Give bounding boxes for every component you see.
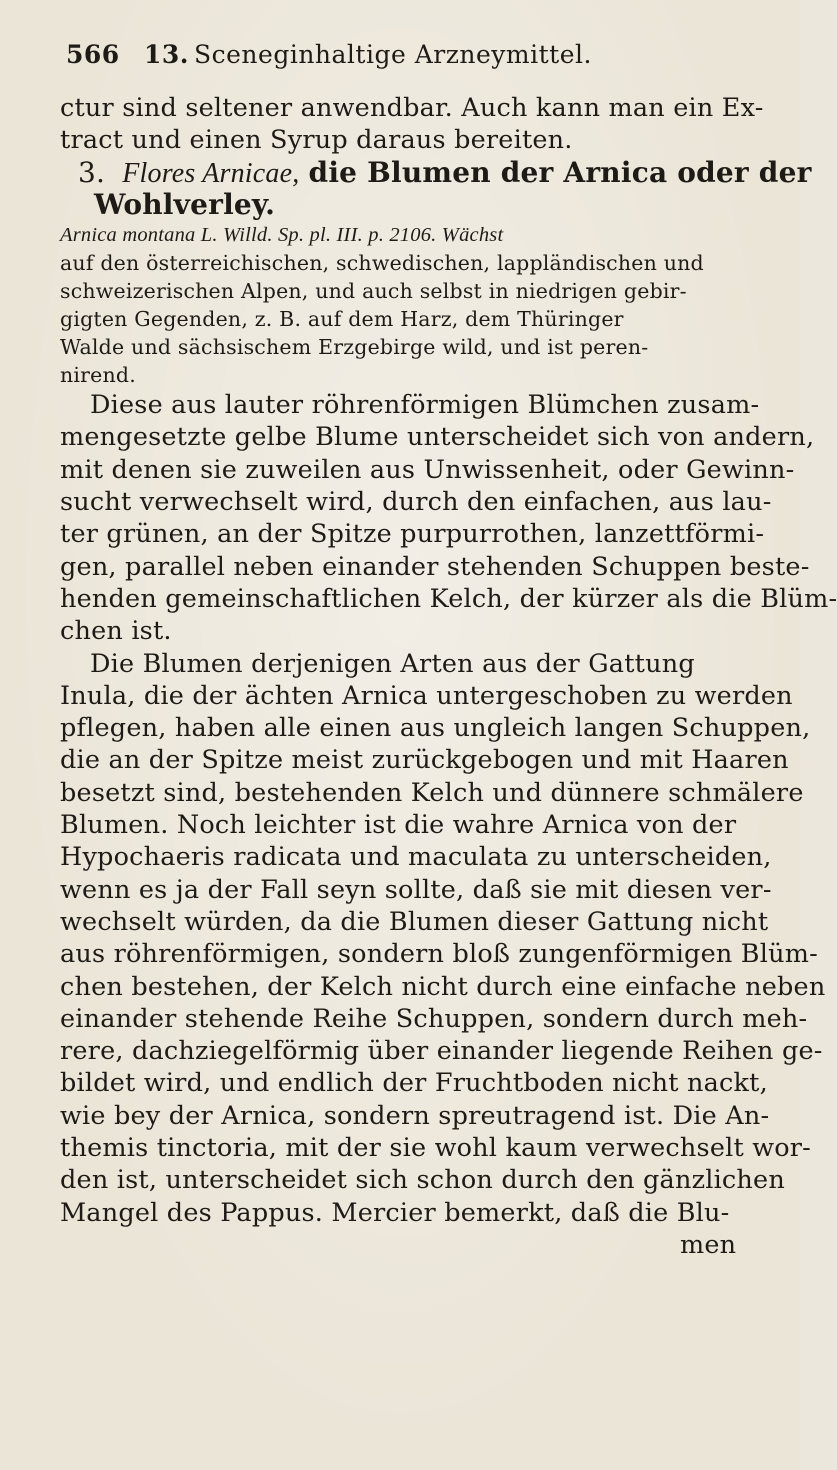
text-line: mengesetzte gelbe Blume unterscheidet sich von andern, <box>60 422 815 453</box>
running-head <box>66 40 730 80</box>
habitat-line: auf den österreichischen, schwedischen, lappländischen und <box>60 251 704 276</box>
text-line: gen, parallel neben einander stehenden Schuppen beste- <box>60 551 810 582</box>
text-line: ter grünen, an der Spitze purpurrothen, lanzettförmi- <box>60 519 765 550</box>
text-line: Blumen. Noch leichter ist die wahre Arnica von der <box>60 810 737 841</box>
text-line: wenn es ja der Fall seyn sollte, daß sie mit diesen ver- <box>60 874 772 905</box>
item-heading <box>60 155 812 189</box>
text-line: ctur sind seltener anwendbar. Auch kann man ein Ex- <box>60 93 764 123</box>
habitat-line: Walde und sächsischem Erzgebirge wild, und ist peren- <box>60 335 649 360</box>
chapter-number: 13. <box>144 40 189 69</box>
text-line: themis tinctoria, mit der sie wohl kaum verwechselt wor- <box>60 1133 811 1164</box>
page-number: 566 <box>66 40 120 69</box>
text-line: Mangel des Pappus. Mercier bemerkt, daß die Blu- <box>60 1197 730 1228</box>
text-line: Diese aus lauter röhrenförmigen Blümchen zusam- <box>90 390 760 421</box>
text-line: einander stehende Reihe Schuppen, sondern durch meh- <box>60 1003 808 1034</box>
text-line: Hypochaeris radicata und maculata zu unterscheiden, <box>60 842 772 873</box>
item-heading-continued: Wohlverley. <box>94 187 276 221</box>
text-line: bildet wird, und endlich der Fruchtboden nicht nackt, <box>60 1068 768 1099</box>
text-line: tract und einen Syrup daraus bereiten. <box>60 125 573 156</box>
text-line: rere, dachziegelförmig über einander liegende Reihen ge- <box>60 1036 823 1067</box>
latin-name: Flores Arnicae, <box>122 157 300 189</box>
text-line: men <box>680 1229 737 1260</box>
habitat-line: nirend. <box>60 363 136 388</box>
text-line: pflegen, haben alle einen aus ungleich langen Schuppen, <box>60 713 811 744</box>
text-line: besetzt sind, bestehenden Kelch und dünnere schmälere <box>60 777 804 808</box>
text-line: sucht verwechselt wird, durch den einfachen, aus lau- <box>60 487 772 518</box>
habitat-line: gigten Gegenden, z. B. auf dem Harz, dem Thüringer <box>60 307 624 332</box>
heading-rest: die Blumen der Arnica oder der <box>308 155 812 189</box>
text-line: wechselt würden, da die Blumen dieser Gattung nicht <box>60 906 769 937</box>
text-line: chen ist. <box>60 616 172 647</box>
botanical-reference: Arnica montana L. Willd. Sp. pl. III. p. 2106. Wächst <box>60 224 504 247</box>
item-number: 3. <box>78 155 106 189</box>
text-line: chen bestehen, der Kelch nicht durch eine einfache neben <box>60 971 826 1002</box>
habitat-line: schweizerischen Alpen, und auch selbst in niedrigen gebir- <box>60 279 687 304</box>
text-line: henden gemeinschaftlichen Kelch, der kürzer als die Blüm- <box>60 583 837 614</box>
text-line: mit denen sie zuweilen aus Unwissenheit, oder Gewinn- <box>60 454 795 485</box>
body-text <box>60 92 837 1261</box>
text-line: die an der Spitze meist zurückgebogen und mit Haaren <box>60 745 789 776</box>
text-line: Inula, die der ächten Arnica untergeschoben zu werden <box>60 680 793 711</box>
text-line: Die Blumen derjenigen Arten aus der Gattung <box>90 648 695 679</box>
text-line: aus röhrenförmigen, sondern bloß zungenförmigen Blüm- <box>60 939 818 970</box>
running-title: Sceneginhaltige Arzneymittel. <box>194 40 592 69</box>
text-line: wie bey der Arnica, sondern spreutragend ist. Die An- <box>60 1100 770 1131</box>
text-line: den ist, unterscheidet sich schon durch den gänzlichen <box>60 1165 785 1196</box>
